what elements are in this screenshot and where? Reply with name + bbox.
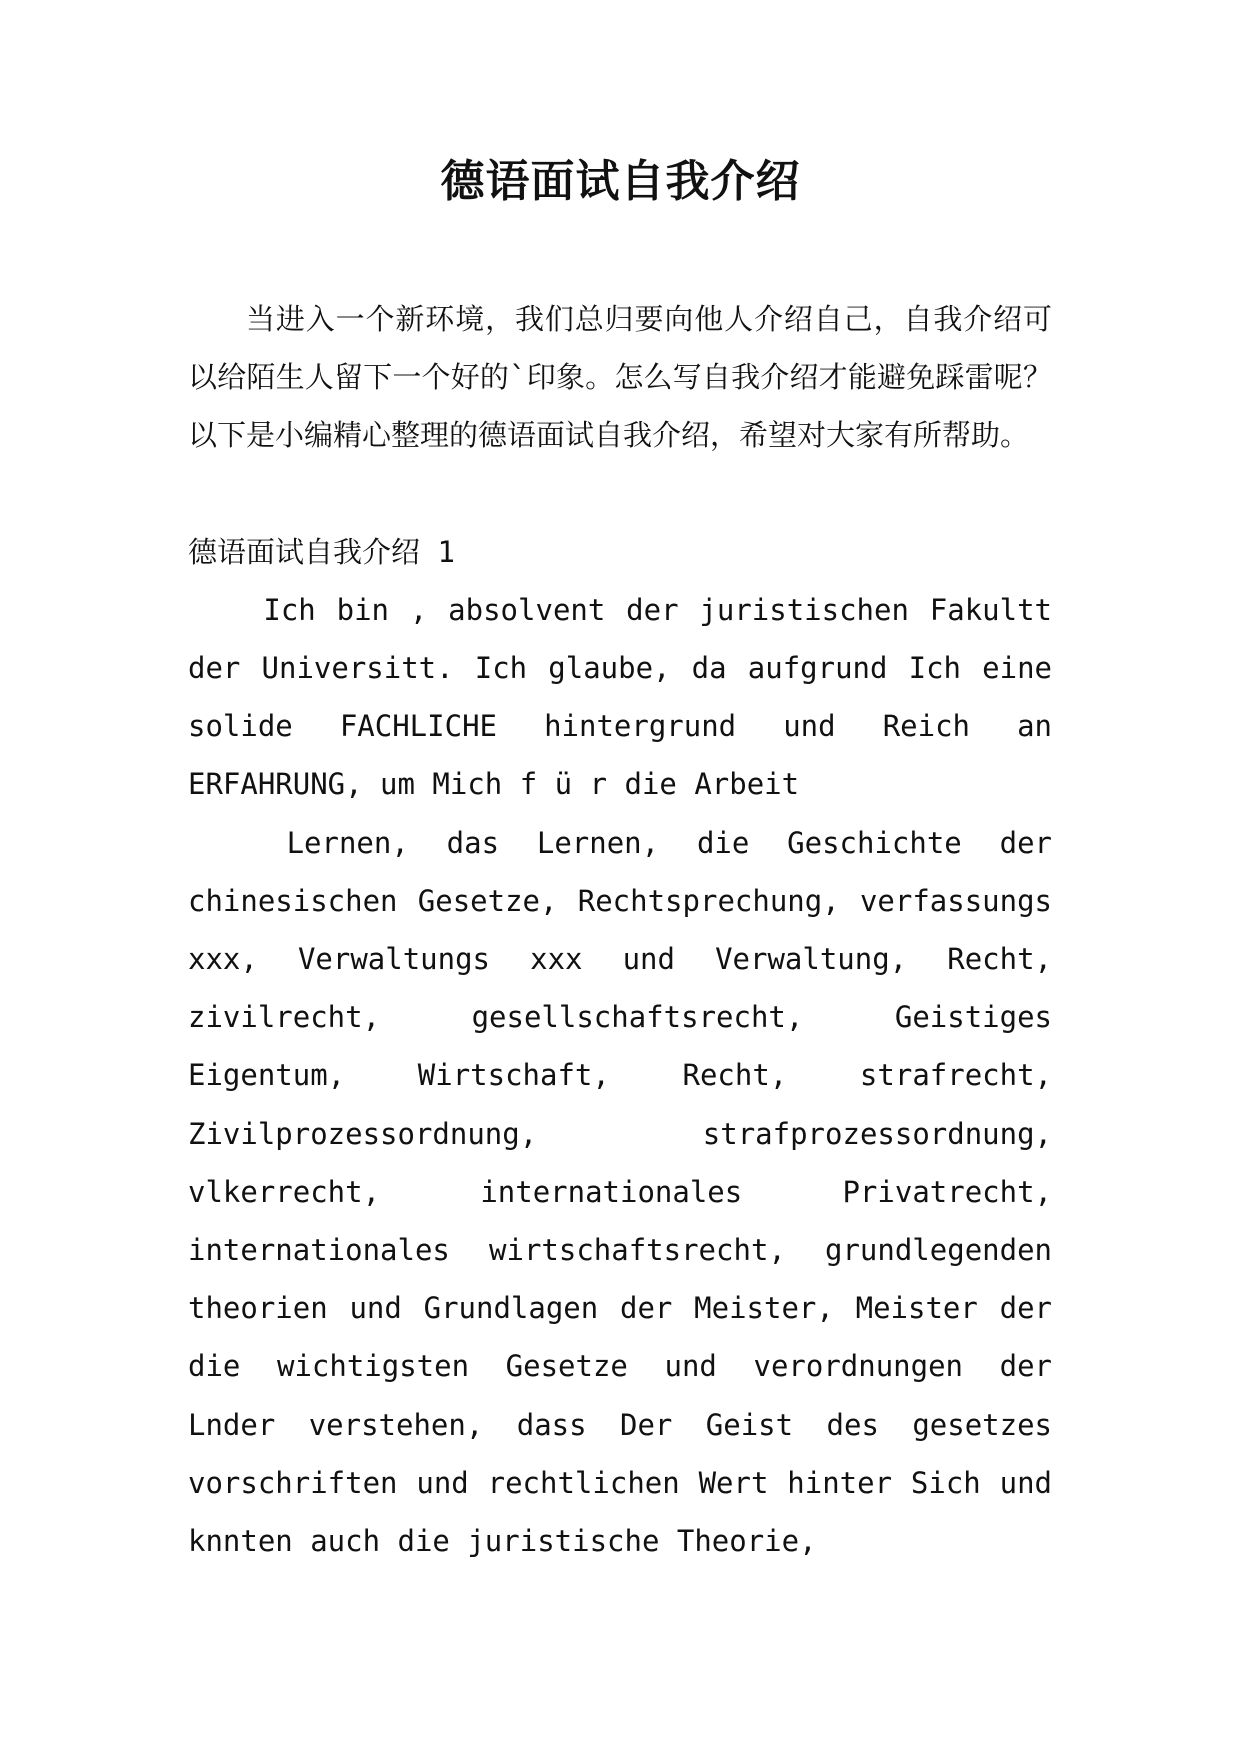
section-heading: 德语面试自我介绍 1	[188, 534, 455, 569]
body-paragraph: Lernen, das Lernen, die Geschichte der chinesischen Gesetze, Rechtsprechung, verfassungs xxx, Verwaltungs xxx und Verwaltung, Recht, zivilrecht, gesellschaftsrecht, Geistiges Eigentum, Wirtschaft, Recht, strafrecht, Zivilprozessordnung, strafprozessordnung, vlkerrecht, internationales Privatrecht, internationales wirtschaftsrecht, grundlegenden theorien und Grundlagen der Meister, Meister der die wichtigsten Gesetze und verordnungen der Lnder verstehen, dass Der Geist des gesetzes vorschriften und rechtlichen Wert hinter Sich und knnten auch die juristische Theorie,	[188, 825, 1052, 1559]
body-paragraph: Ich bin , absolvent der juristischen Fakultt der Universitt. Ich glaube, da aufgrund Ich eine solide FACHLICHE hintergrund und Reich an ERFAHRUNG, um Mich f ü r die Arbeit	[188, 592, 1052, 802]
document-title: 德语面试自我介绍	[440, 156, 801, 207]
document-body	[188, 290, 1052, 1570]
intro-paragraph: 当进入一个新环境，我们总归要向他人介绍自己，自我介绍可以给陌生人留下一个好的`印象。怎么写自我介绍才能避免踩雷呢？以下是小编精心整理的德语面试自我介绍，希望对大家有所帮助。	[188, 302, 1052, 453]
